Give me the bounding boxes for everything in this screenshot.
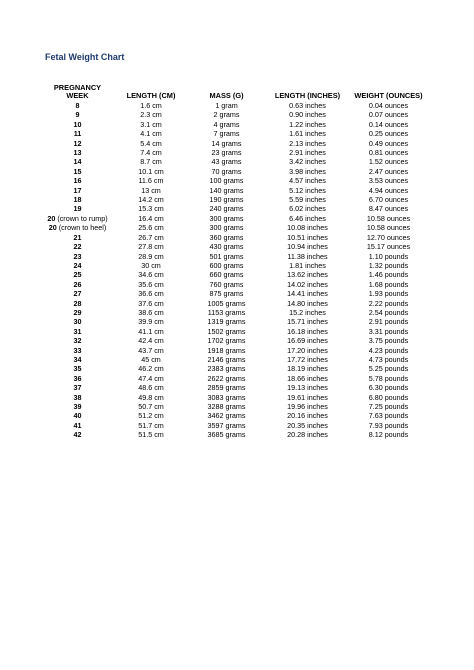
cell-length-inches: 19.61 inches [287,392,328,402]
cell-length-inches: 17.20 inches [287,345,328,355]
cell-length-inches: 13.62 inches [287,270,328,280]
week-number: 30 [73,317,82,327]
cell-mass: 3685 grams [207,430,246,440]
cell-week [44,214,111,223]
cell-mass: 43 grams [211,157,242,167]
cell-week [44,280,111,289]
cell-week [44,364,111,373]
table-row [44,176,424,185]
cell-length-cm: 3.1 cm [140,119,162,129]
table-row [44,308,424,317]
cell-length-cm: 45 cm [141,354,161,364]
cell-mass: 660 grams [209,270,244,280]
table-row [44,261,424,270]
cell-weight: 0.81 ounces [368,148,409,158]
cell-length-cm: 38.6 cm [138,307,164,317]
cell-mass: 3083 grams [207,392,246,402]
cell-weight: 2.47 ounces [368,166,409,176]
cell-week [44,327,111,336]
cell-length-inches: 3.42 inches [289,157,326,167]
cell-length-cm: 25.6 cm [138,223,164,233]
cell-length-cm: 36.6 cm [138,289,164,299]
week-number: 24 [73,260,82,270]
cell-length-inches: 16.69 inches [287,336,328,346]
cell-weight: 12.70 ounces [366,232,411,242]
cell-length-inches: 6.46 inches [289,213,326,223]
cell-week [44,402,111,411]
cell-length-inches: 10.51 inches [287,232,328,242]
cell-length-cm: 10.1 cm [138,166,164,176]
table-row [44,214,424,223]
cell-weight: 6.80 pounds [368,392,409,402]
cell-weight: 8.12 pounds [368,430,409,440]
cell-length-cm: 41.1 cm [138,326,164,336]
table-row [44,129,424,138]
cell-weight: 7.25 pounds [368,402,409,411]
cell-weight: 3.75 pounds [368,336,409,346]
cell-mass: 1918 grams [207,345,246,355]
cell-length-inches: 0.63 inches [289,101,326,110]
week-number: 14 [73,157,82,167]
cell-weight: 6.70 ounces [368,195,409,205]
cell-weight: 1.10 pounds [368,251,409,261]
cell-length-cm: 2.3 cm [140,110,162,120]
cell-mass: 300 grams [209,213,244,223]
table-row [44,421,424,430]
week-number: 32 [73,336,82,346]
table-row [44,242,424,251]
cell-length-inches: 16.18 inches [287,326,328,336]
cell-length-inches: 19.13 inches [287,383,328,393]
cell-weight: 3.31 pounds [368,326,409,336]
cell-length-cm: 49.8 cm [138,392,164,402]
cell-week [44,308,111,317]
week-number: 10 [73,119,82,129]
table-row [44,327,424,336]
cell-mass: 2383 grams [207,364,246,374]
cell-mass: 760 grams [209,279,244,289]
cell-weight: 8.47 ounces [368,204,409,214]
cell-weight: 6.30 pounds [368,383,409,393]
week-number: 20 [48,223,57,233]
cell-length-cm: 39.9 cm [138,317,164,327]
week-number: 38 [73,392,82,402]
table-row [44,402,424,411]
cell-week [44,270,111,279]
cell-mass: 1005 grams [207,298,246,308]
cell-mass: 2 grams [213,110,240,120]
cell-weight: 7.93 pounds [368,420,409,430]
cell-length-inches: 0.90 inches [289,110,326,120]
cell-week [44,167,111,176]
table-row [44,252,424,261]
week-number: 17 [73,185,82,195]
header-weight-ounces: WEIGHT (OUNCES) [354,91,423,100]
cell-length-cm: 34.6 cm [138,270,164,280]
cell-length-cm: 51.7 cm [138,420,164,430]
cell-weight: 1.93 pounds [368,289,409,299]
cell-length-cm: 8.7 cm [140,157,162,167]
week-number: 34 [73,354,82,364]
cell-mass: 1502 grams [207,326,246,336]
table-row [44,430,424,439]
table-row [44,167,424,176]
cell-length-cm: 50.7 cm [138,402,164,411]
cell-length-inches: 4.57 inches [289,176,326,186]
table-row [44,270,424,279]
cell-week [44,317,111,326]
table-row [44,148,424,157]
table-row [44,101,424,110]
cell-weight: 5.25 pounds [368,364,409,374]
cell-length-cm: 11.6 cm [138,176,164,186]
cell-mass: 501 grams [209,251,244,261]
cell-length-cm: 14.2 cm [138,195,164,205]
table-body [44,101,424,440]
cell-length-cm: 15.3 cm [138,204,164,214]
cell-length-inches: 1.61 inches [289,129,326,139]
cell-week [44,346,111,355]
table-row [44,393,424,402]
week-number: 22 [73,242,82,252]
cell-week [44,421,111,430]
table-row [44,411,424,420]
cell-length-cm: 51.2 cm [138,411,164,421]
cell-weight: 4.73 pounds [368,354,409,364]
table-row [44,195,424,204]
cell-mass: 875 grams [209,289,244,299]
cell-length-cm: 35.6 cm [138,279,164,289]
week-number: 31 [73,326,82,336]
cell-week [44,383,111,392]
table-row [44,110,424,119]
cell-mass: 4 grams [213,119,240,129]
week-number: 33 [73,345,82,355]
week-number: 36 [73,373,82,383]
cell-mass: 1 gram [215,101,238,110]
cell-length-cm: 47.4 cm [138,373,164,383]
table-row [44,186,424,195]
cell-week [44,411,111,420]
cell-length-inches: 15.71 inches [287,317,328,327]
cell-weight: 10.58 ounces [366,223,411,233]
cell-length-inches: 5.59 inches [289,195,326,205]
fetal-weight-table [44,84,424,440]
cell-week [44,129,111,138]
week-number: 40 [73,411,82,421]
cell-length-cm: 46.2 cm [138,364,164,374]
cell-length-inches: 3.98 inches [289,166,326,176]
cell-weight: 2.22 pounds [368,298,409,308]
cell-week [44,139,111,148]
cell-length-cm: 5.4 cm [140,138,162,148]
week-number: 20 [47,213,56,223]
cell-week [44,204,111,213]
cell-weight: 5.78 pounds [368,373,409,383]
cell-weight: 0.25 ounces [368,129,409,139]
week-number: 16 [73,176,82,186]
header-mass-g: MASS (G) [209,91,244,100]
cell-week [44,374,111,383]
cell-weight: 10.58 ounces [366,213,411,223]
week-number: 37 [73,383,82,393]
cell-length-inches: 18.66 inches [287,373,328,383]
cell-mass: 3288 grams [207,402,246,411]
week-number: 18 [73,195,82,205]
cell-mass: 430 grams [209,242,244,252]
week-number: 27 [73,289,82,299]
week-number: 28 [73,298,82,308]
cell-mass: 100 grams [209,176,244,186]
cell-length-inches: 2.13 inches [289,138,326,148]
cell-week [44,101,111,110]
cell-length-cm: 30 cm [141,260,161,270]
cell-length-cm: 28.9 cm [138,251,164,261]
cell-length-cm: 51.5 cm [138,430,164,440]
cell-length-inches: 14.41 inches [287,289,328,299]
cell-length-cm: 1.6 cm [140,101,162,110]
cell-weight: 0.04 ounces [368,101,409,110]
cell-week [44,120,111,129]
cell-week [44,157,111,166]
cell-length-inches: 18.19 inches [287,364,328,374]
cell-length-inches: 20.28 inches [287,430,328,440]
table-row [44,383,424,392]
cell-length-inches: 19.96 inches [287,402,328,411]
cell-week [44,148,111,157]
table-row [44,233,424,242]
cell-length-cm: 7.4 cm [140,148,162,158]
table-row [44,139,424,148]
cell-weight: 0.14 ounces [368,119,409,129]
table-row [44,204,424,213]
header-length-cm: LENGTH (CM) [126,91,176,100]
cell-week [44,242,111,251]
cell-weight: 1.68 pounds [368,279,409,289]
cell-length-cm: 43.7 cm [138,345,164,355]
cell-week [44,110,111,119]
table-row [44,355,424,364]
cell-length-inches: 15.2 inches [289,307,326,317]
cell-mass: 140 grams [209,185,244,195]
cell-length-inches: 10.94 inches [287,242,328,252]
week-number: 8 [75,101,80,110]
cell-weight: 7.63 pounds [368,411,409,421]
cell-length-cm: 27.8 cm [138,242,164,252]
cell-mass: 23 grams [211,148,242,158]
cell-week [44,289,111,298]
cell-length-cm: 13 cm [141,185,161,195]
page-title: Fetal Weight Chart [45,52,125,62]
cell-week [44,176,111,185]
cell-length-inches: 5.12 inches [289,185,326,195]
week-number: 35 [73,364,82,374]
week-note: (crown to heel) [56,223,107,233]
cell-mass: 2622 grams [207,373,246,383]
cell-length-inches: 1.81 inches [289,260,326,270]
cell-mass: 190 grams [209,195,244,205]
header-week-line2: WEEK [66,91,89,100]
week-number: 42 [73,430,82,440]
header-pregnancy-week [44,84,111,101]
week-number: 26 [73,279,82,289]
table-row [44,364,424,373]
cell-length-inches: 2.91 inches [289,148,326,158]
cell-mass: 360 grams [209,232,244,242]
cell-week [44,430,111,439]
cell-week [44,223,111,232]
week-number: 9 [75,110,80,120]
week-number: 21 [73,232,82,242]
cell-length-inches: 20.16 inches [287,411,328,421]
cell-length-inches: 6.02 inches [289,204,326,214]
table-row [44,120,424,129]
table-row [44,223,424,232]
cell-week [44,299,111,308]
cell-mass: 240 grams [209,204,244,214]
cell-length-inches: 10.08 inches [287,223,328,233]
table-row [44,299,424,308]
week-number: 25 [73,270,82,280]
table-row [44,280,424,289]
cell-weight: 0.49 ounces [368,138,409,148]
table-row [44,374,424,383]
cell-mass: 2146 grams [207,354,246,364]
cell-week [44,233,111,242]
week-number: 11 [73,129,82,139]
week-number: 41 [73,420,82,430]
cell-length-cm: 42.4 cm [138,336,164,346]
header-week-line1: PREGNANCY [53,83,102,92]
cell-length-inches: 20.35 inches [287,420,328,430]
week-number: 15 [73,166,82,176]
cell-weight: 3.53 ounces [368,176,409,186]
table-row [44,157,424,166]
cell-weight: 1.52 ounces [368,157,409,167]
cell-week [44,261,111,270]
cell-week [44,355,111,364]
header-length-inches: LENGTH (INCHES) [274,91,341,100]
cell-weight: 4.23 pounds [368,345,409,355]
cell-mass: 3597 grams [207,420,246,430]
table-row [44,317,424,326]
week-note: (crown to rump) [55,213,108,223]
cell-weight: 1.32 pounds [368,260,409,270]
cell-week [44,195,111,204]
table-row [44,289,424,298]
cell-mass: 300 grams [209,223,244,233]
cell-weight: 15.17 ounces [366,242,411,252]
table-row [44,336,424,345]
week-number: 13 [73,148,82,158]
cell-weight: 0.07 ounces [368,110,409,120]
week-number: 19 [73,204,82,214]
cell-mass: 3462 grams [207,411,246,421]
cell-mass: 1702 grams [207,336,246,346]
cell-length-cm: 16.4 cm [138,213,164,223]
week-number: 23 [73,251,82,261]
cell-length-inches: 11.38 inches [287,251,328,261]
week-number: 12 [73,138,82,148]
cell-weight: 4.94 ounces [368,185,409,195]
cell-length-inches: 14.02 inches [287,279,328,289]
cell-mass: 600 grams [209,260,244,270]
cell-mass: 2859 grams [207,383,246,393]
cell-length-cm: 4.1 cm [140,129,162,139]
week-number: 29 [73,307,82,317]
cell-length-inches: 14.80 inches [287,298,328,308]
cell-mass: 1153 grams [207,307,246,317]
cell-week [44,336,111,345]
cell-length-inches: 1.22 inches [289,119,326,129]
cell-length-inches: 17.72 inches [287,354,328,364]
cell-mass: 14 grams [211,138,242,148]
cell-weight: 2.54 pounds [368,307,409,317]
cell-week [44,393,111,402]
cell-mass: 1319 grams [207,317,246,327]
table-row [44,346,424,355]
week-number: 39 [73,402,82,411]
cell-week [44,186,111,195]
cell-weight: 1.46 pounds [368,270,409,280]
cell-length-cm: 26.7 cm [138,232,164,242]
cell-length-cm: 48.6 cm [138,383,164,393]
cell-weight: 2.91 pounds [368,317,409,327]
cell-week [44,252,111,261]
cell-mass: 7 grams [213,129,240,139]
cell-length-cm: 37.6 cm [138,298,164,308]
cell-mass: 70 grams [211,166,242,176]
table-header-row [44,84,424,101]
